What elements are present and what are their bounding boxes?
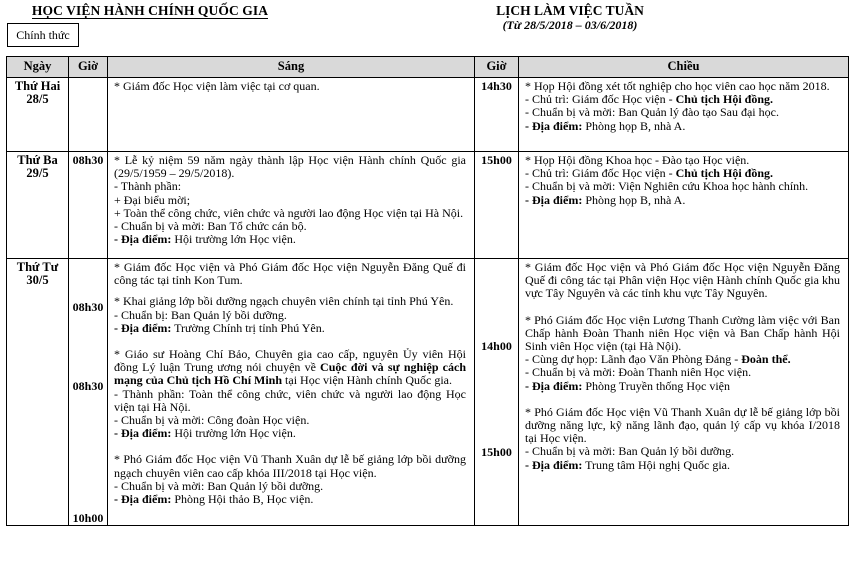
morning-cell <box>108 259 475 526</box>
event-title: * Phó Giám đốc Học viện Vũ Thanh Xuân dự lễ bế giảng lớp bồi dưỡng năng lực, kỹ năng lãnh đạo, quản lý cấp vụ khóa I/2018 tại Học viện. <box>525 404 840 446</box>
event-prep: - Chuẩn bị và mời: Ban Quản lý bồi dưỡng. <box>114 478 324 493</box>
schedule-date-range: (Từ 28/5/2018 – 03/6/2018) <box>502 18 638 32</box>
event-prep: - Chuẩn bị và mời: Công đoàn Học viện. <box>114 413 310 428</box>
event-time: 08h30 <box>72 299 104 314</box>
schedule-header <box>470 3 670 33</box>
day-cell <box>7 152 69 259</box>
event-title: * Họp Hội đồng Khoa học - Đào tạo Học viện. <box>525 153 750 167</box>
morning-cell <box>108 78 475 152</box>
event-time: 15h00 <box>481 444 512 459</box>
day-date: 30/5 <box>26 273 49 288</box>
table-row <box>7 152 849 259</box>
day-name: Thứ Tư <box>16 260 59 274</box>
schedule-table <box>6 56 849 526</box>
event-detail: - Thành phần: <box>114 179 182 194</box>
morning-cell <box>108 152 475 259</box>
event-time: 08h30 <box>72 153 104 167</box>
event-detail: + Đại biểu mời; <box>114 192 191 207</box>
organization-name: HỌC VIỆN HÀNH CHÍNH QUỐC GIA <box>31 3 269 18</box>
time-cell-pm <box>475 259 519 526</box>
time-cell-am <box>69 78 108 152</box>
event-place: - Địa điểm: Hội trường lớn Học viện. <box>114 232 296 247</box>
day-name: Thứ Hai <box>14 79 61 93</box>
event-detail: - Thành phần: Toàn thể công chức, viên chức và người lao động Học viện tại Hà Nội. <box>114 386 466 414</box>
col-header-time-pm: Giờ <box>475 57 519 78</box>
table-row <box>7 78 849 152</box>
event-prep: - Chuẩn bị và mời: Ban Quản lý đào tạo Sau đại học. <box>525 105 779 120</box>
time-cell-am <box>69 152 108 259</box>
event-chair: - Chủ trì: Giám đốc Học viện - Chủ tịch Hội đồng. <box>525 92 773 107</box>
event-time: 10h00 <box>72 510 104 525</box>
status-badge: Chính thức <box>7 23 79 47</box>
table-header-row <box>7 57 849 78</box>
time-cell-pm <box>475 78 519 152</box>
afternoon-cell <box>519 78 849 152</box>
afternoon-cell <box>519 259 849 526</box>
schedule-title: LỊCH LÀM VIỆC TUẦN <box>496 3 644 18</box>
event-time: 14h30 <box>481 79 512 93</box>
day-cell <box>7 78 69 152</box>
event-chair: - Chủ trì: Giám đốc Học viện - Chủ tịch Hội đồng. <box>525 166 773 181</box>
day-name: Thứ Ba <box>17 153 58 167</box>
event-place: - Địa điểm: Trung tâm Hội nghị Quốc gia. <box>525 457 730 472</box>
event-place: - Địa điểm: Hội trường lớn Học viện. <box>114 426 296 441</box>
day-date: 28/5 <box>26 92 49 107</box>
col-header-afternoon: Chiều <box>519 57 849 78</box>
event-place: - Địa điểm: Trường Chính trị tỉnh Phú Yên. <box>114 320 325 335</box>
event-time: 08h30 <box>72 378 104 393</box>
time-cell-am <box>69 259 108 526</box>
event-prep: - Chuẩn bị và mời: Viện Nghiên cứu Khoa học hành chính. <box>525 179 809 194</box>
time-cell-pm <box>475 152 519 259</box>
event-title: * Giáo sư Hoàng Chí Bảo, Chuyên gia cao cấp, nguyên Ủy viên Hội đồng Lý luận Trung ương nói chuyện về Cuộc đời và sự nghiệp cách mạng của Chủ tịch Hồ Chí Minh tại Học viện Hành chính Quốc gia. <box>114 347 466 388</box>
day-cell <box>7 259 69 526</box>
event-place: - Địa điểm: Phòng họp B, nhà A. <box>525 118 686 133</box>
event-title: * Giám đốc Học viện và Phó Giám đốc Học viện Nguyễn Đăng Quế đi công tác tại Phân viện Học viện Hành chính Quốc gia khu vực Tây Nguyên và các tỉnh khu vực Tây Nguyên. <box>525 260 840 301</box>
event-attendees: - Cùng dự họp: Lãnh đạo Văn Phòng Đảng - Đoàn thể. <box>525 352 791 367</box>
event-title: * Phó Giám đốc Học viện Lương Thanh Cường làm việc với Ban Chấp hành Đoàn Thanh niên Học viện và Ban Chấp hành Hội Sinh viên Học viện (tại Hà Nội). <box>525 312 840 354</box>
event-prep: - Chuẩn bị: Ban Quản lý bồi dưỡng. <box>114 307 287 322</box>
event-time: 14h00 <box>481 339 512 354</box>
event-title: * Giám đốc Học viện và Phó Giám đốc Học viện Nguyễn Đăng Quế đi công tác tại tỉnh Kon Tum. <box>114 260 466 288</box>
event-place: - Địa điểm: Phòng họp B, nhà A. <box>525 192 686 207</box>
event-detail: + Toàn thể công chức, viên chức và người lao động Học viện tại Hà Nội. <box>114 205 464 220</box>
afternoon-cell <box>519 152 849 259</box>
event-prep: - Chuẩn bị và mời: Đoàn Thanh niên Học viện. <box>525 365 752 380</box>
event-title: * Họp Hội đồng xét tốt nghiệp cho học viên cao học năm 2018. <box>525 79 830 93</box>
event-place: - Địa điểm: Phòng Hội thảo B, Học viện. <box>114 492 314 507</box>
col-header-day: Ngày <box>7 57 69 78</box>
col-header-morning: Sáng <box>108 57 475 78</box>
event-prep: - Chuẩn bị và mời: Ban Quản lý bồi dưỡng. <box>525 444 735 459</box>
event-text: * Giám đốc Học viện làm việc tại cơ quan. <box>114 79 320 93</box>
event-title: * Lễ kỷ niệm 59 năm ngày thành lập Học viện Hành chính Quốc gia (29/5/1959 – 29/5/2018). <box>114 153 466 181</box>
event-title: * Khai giảng lớp bồi dưỡng ngạch chuyên viên chính tại tỉnh Phú Yên. <box>114 294 454 309</box>
event-place: - Địa điểm: Phòng Truyền thống Học viện <box>525 378 731 393</box>
col-header-time-am: Giờ <box>69 57 108 78</box>
event-title: * Phó Giám đốc Học viện Vũ Thanh Xuân dự lễ bế giảng lớp bồi dưỡng ngạch chuyên viên cao cấp khóa III/2018 tại Học viện. <box>114 452 466 480</box>
event-time: 15h00 <box>481 153 512 167</box>
day-date: 29/5 <box>26 166 49 181</box>
event-prep: - Chuẩn bị và mời: Ban Tổ chức cán bộ. <box>114 219 307 234</box>
table-row <box>7 259 849 526</box>
